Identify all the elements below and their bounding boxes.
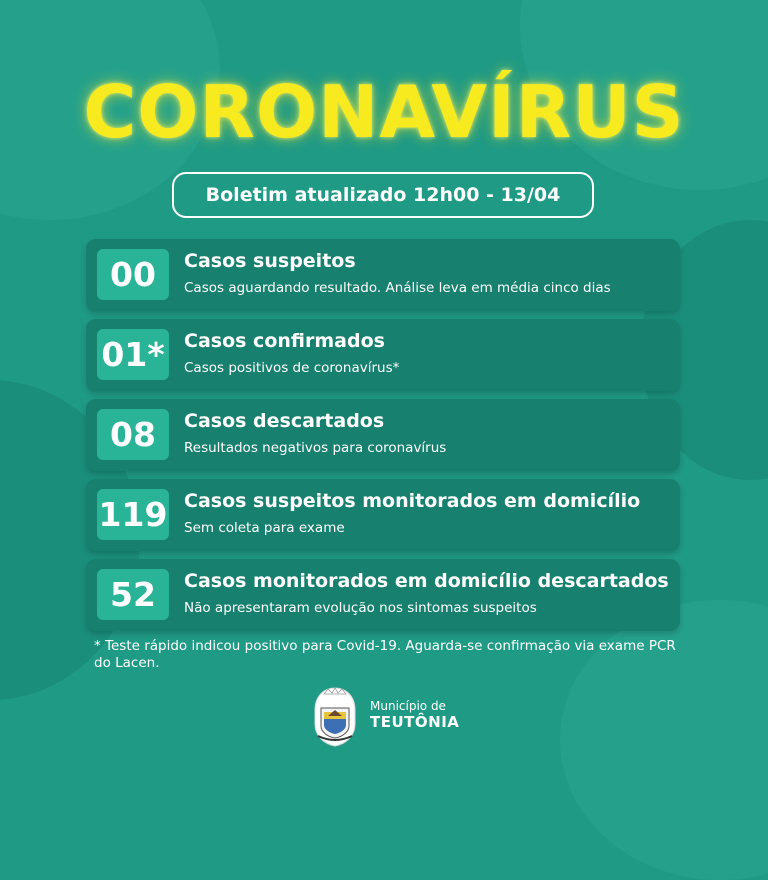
case-count: 119 [97, 489, 169, 540]
case-card-suspected [86, 239, 680, 311]
municipal-crest-icon [310, 686, 360, 748]
case-card-home-monitored [86, 479, 680, 551]
case-title: Casos suspeitos [184, 250, 356, 272]
case-title: Casos confirmados [184, 330, 385, 352]
logo-line-2: TEUTÔNIA [370, 713, 460, 731]
case-title: Casos suspeitos monitorados em domicílio [184, 490, 641, 512]
page-title: CORONAVÍRUS [83, 70, 685, 154]
bulletin-badge [172, 172, 594, 218]
case-count: 08 [97, 409, 169, 460]
case-card-confirmed [86, 319, 680, 391]
municipality-logo-text [370, 699, 459, 731]
case-card-discarded [86, 399, 680, 471]
case-subtitle: Casos positivos de coronavírus* [184, 360, 400, 376]
bulletin-text: Boletim atualizado 12h00 - 13/04 [205, 184, 561, 206]
case-title: Casos descartados [184, 410, 385, 432]
case-card-home-discarded [86, 559, 680, 631]
case-subtitle: Sem coleta para exame [184, 520, 345, 536]
case-count: 52 [97, 569, 169, 620]
case-subtitle: Casos aguardando resultado. Análise leva em média cinco dias [184, 280, 611, 296]
case-subtitle: Resultados negativos para coronavírus [184, 440, 447, 456]
case-title: Casos monitorados em domicílio descartados [184, 570, 669, 592]
case-count: 01* [97, 329, 169, 380]
logo-line-1: Município de [370, 699, 446, 713]
footnote: * Teste rápido indicou positivo para Covid-19. Aguarda-se confirmação via exame PCR do Lacen. [94, 638, 676, 671]
case-count: 00 [97, 249, 169, 300]
case-subtitle: Não apresentaram evolução nos sintomas suspeitos [184, 600, 537, 616]
